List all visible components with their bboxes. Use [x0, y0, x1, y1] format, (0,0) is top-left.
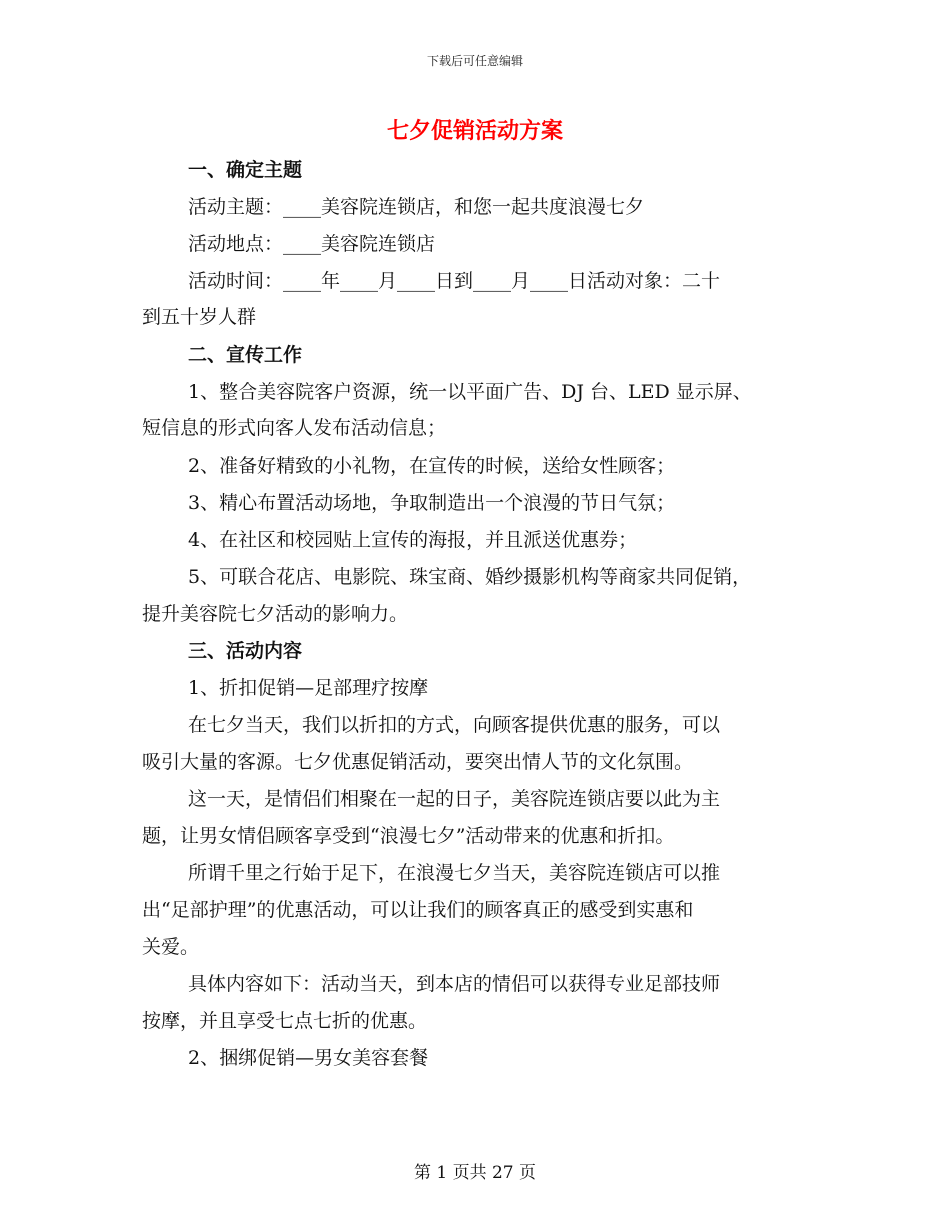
paragraph-line: 活动主题：____美容院连锁店，和您一起共度浪漫七夕 — [188, 196, 645, 218]
paragraph-line: 关爱。 — [142, 936, 200, 958]
header-note: 下载后可任意编辑 — [426, 54, 523, 68]
paragraph-line: 短信息的形式向客人发布活动信息； — [142, 417, 447, 439]
paragraph-line: 这一天，是情侣们相聚在一起的日子，美容院连锁店要以此为主 — [188, 788, 721, 810]
paragraph-line: 具体内容如下：活动当天，到本店的情侣可以获得专业足部技师 — [188, 973, 721, 995]
page-number: 第 1 页共 27 页 — [413, 1163, 537, 1183]
paragraph-line: 4、在社区和校园贴上宣传的海报，并且派送优惠券； — [188, 529, 638, 551]
paragraph-line: 5、可联合花店、电影院、珠宝商、婚纱摄影机构等商家共同促销， — [188, 566, 752, 588]
paragraph-line: 所谓千里之行始于足下，在浪漫七夕当天，美容院连锁店可以推 — [188, 862, 721, 884]
paragraph-line: 按摩，并且享受七点七折的优惠。 — [142, 1010, 428, 1032]
paragraph-line: 1、折扣促销—足部理疗按摩 — [188, 677, 429, 699]
paragraph-line: 吸引大量的客源。七夕优惠促销活动，要突出情人节的文化氛围。 — [142, 751, 694, 773]
paragraph-line: 到五十岁人群 — [142, 306, 257, 328]
paragraph-line: 3、精心布置活动场地，争取制造出一个浪漫的节日气氛； — [188, 492, 676, 514]
paragraph-line: 在七夕当天，我们以折扣的方式，向顾客提供优惠的服务，可以 — [188, 714, 721, 736]
paragraph-line: 出“足部护理”的优惠活动，可以让我们的顾客真正的感受到实惠和 — [142, 899, 694, 921]
paragraph-line: 活动地点：____美容院连锁店 — [188, 233, 436, 255]
paragraph-line: 1、整合美容院客户资源，统一以平面广告、DJ 台、LED 显示屏、 — [188, 381, 752, 403]
section-heading: 三、活动内容 — [188, 640, 303, 662]
page-title: 七夕促销活动方案 — [386, 118, 563, 144]
paragraph-line: 题，让男女情侣顾客享受到“浪漫七夕”活动带来的优惠和折扣。 — [142, 825, 675, 847]
paragraph-line: 2、准备好精致的小礼物，在宣传的时候，送给女性顾客； — [188, 455, 676, 477]
section-heading: 二、宣传工作 — [188, 344, 303, 366]
section-heading: 一、确定主题 — [188, 159, 303, 181]
paragraph-line: 活动时间：____年____月____日到____月____日活动对象：二十 — [188, 270, 721, 292]
paragraph-line: 提升美容院七夕活动的影响力。 — [142, 603, 409, 625]
paragraph-line: 2、捆绑促销—男女美容套餐 — [188, 1047, 429, 1069]
